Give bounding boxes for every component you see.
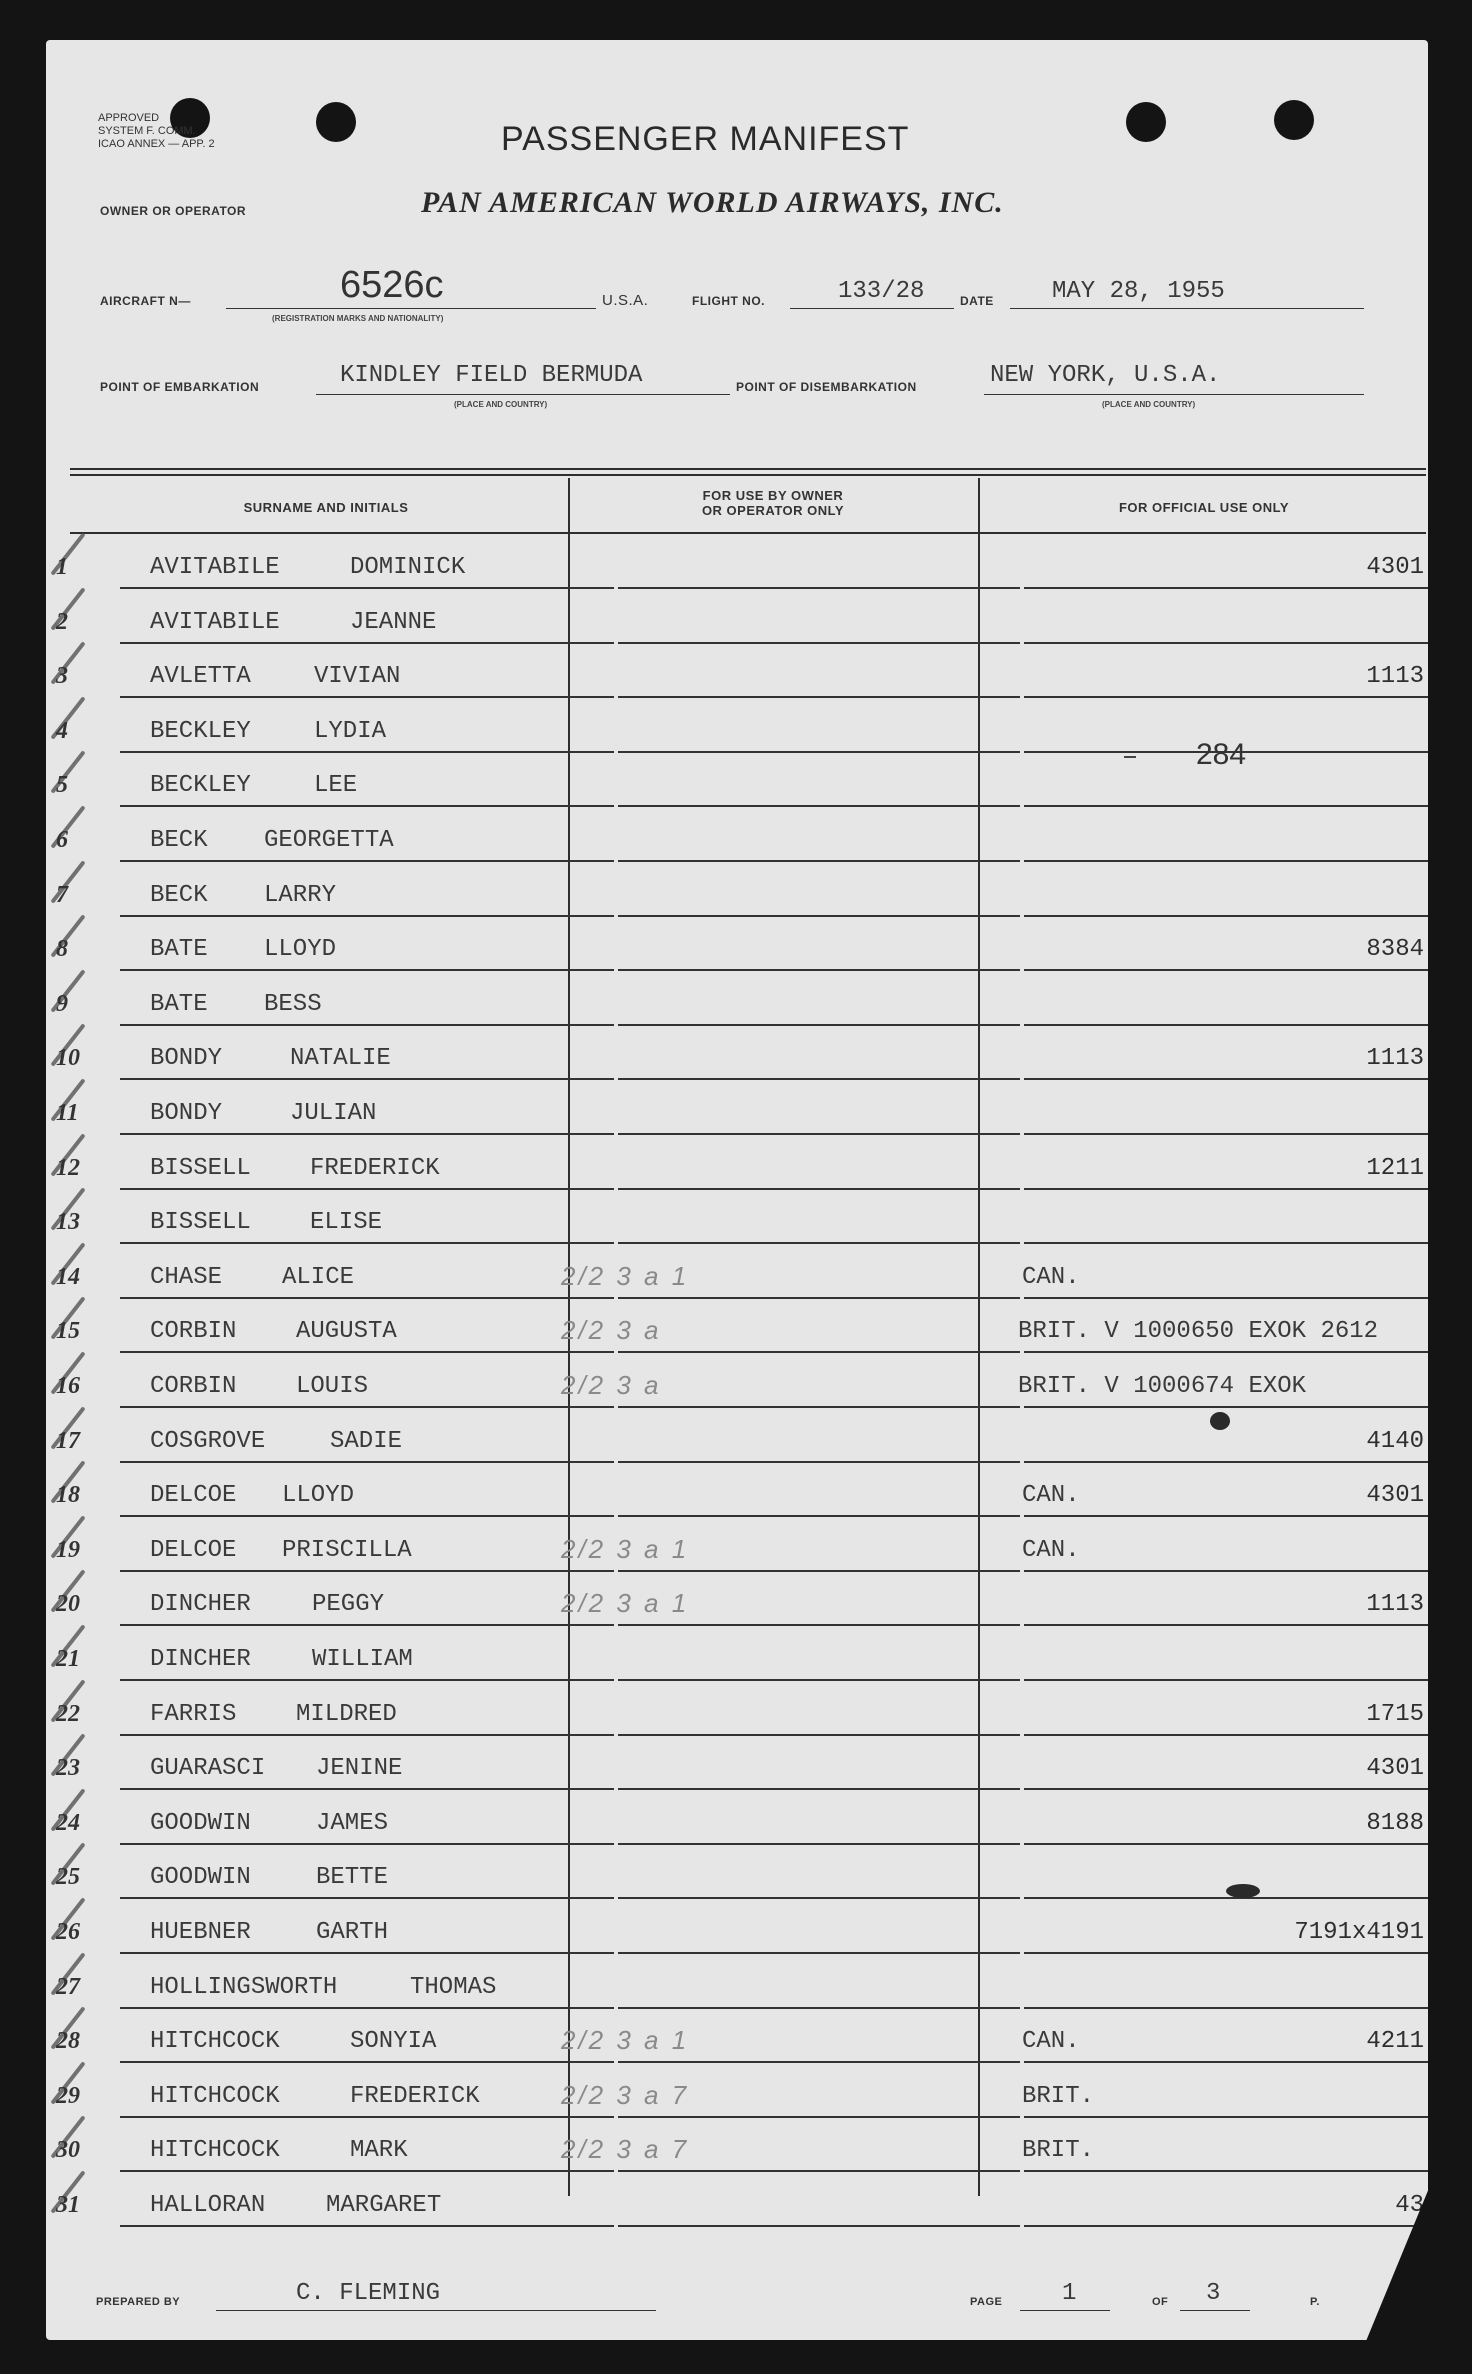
passenger-surname: HUEBNER bbox=[150, 1919, 251, 1946]
passenger-given-name: PEGGY bbox=[312, 1591, 385, 1619]
passenger-given-name: AUGUSTA bbox=[296, 1318, 397, 1346]
embarkation-label: POINT OF EMBARKATION bbox=[100, 380, 260, 394]
embarkation-underline bbox=[316, 394, 730, 395]
passenger-surname: DELCOE bbox=[150, 1536, 237, 1564]
row-number: 26 bbox=[56, 1919, 80, 1945]
owner-use-note: 2/2 3 a 7 bbox=[561, 2134, 690, 2165]
operator-name: PAN AMERICAN WORLD AIRWAYS, INC. bbox=[421, 186, 1004, 219]
aircraft-value: 6526c bbox=[340, 264, 444, 306]
row-number: 10 bbox=[56, 1045, 80, 1072]
passenger-given-name: SADIE bbox=[330, 1427, 403, 1455]
table-row bbox=[46, 1735, 1428, 1790]
passenger-surname: BISSELL bbox=[150, 1154, 251, 1182]
official-use-entry: BRIT. V 1000674 EXOK bbox=[1018, 1373, 1307, 1400]
page-value: 1 bbox=[1062, 2280, 1077, 2307]
official-use-entry: CAN. bbox=[1022, 2028, 1080, 2056]
passenger-given-name: JEANNE bbox=[350, 608, 437, 636]
owner-use-note: 2/2 3 a 7 bbox=[561, 2079, 690, 2110]
row-number: 4 bbox=[56, 717, 68, 744]
table-row bbox=[46, 1571, 1428, 1626]
table-row bbox=[46, 807, 1428, 862]
passenger-surname: BECK bbox=[150, 881, 208, 909]
embarkation-value: KINDLEY FIELD BERMUDA bbox=[340, 362, 643, 389]
punch-hole-icon bbox=[316, 102, 356, 142]
flight-label: FLIGHT NO. bbox=[692, 294, 765, 308]
passenger-surname: DINCHER bbox=[150, 1646, 251, 1673]
owner-use-note: 2/2 3 a 1 bbox=[561, 1533, 690, 1564]
passenger-surname: BATE bbox=[150, 990, 208, 1018]
ink-smudge bbox=[1226, 1884, 1260, 1898]
passenger-surname: CHASE bbox=[150, 1263, 223, 1291]
table-row bbox=[46, 1844, 1428, 1899]
table-top-rule bbox=[70, 474, 1426, 476]
row-number: 11 bbox=[56, 1100, 79, 1126]
official-use-entry: CAN. bbox=[1022, 1536, 1080, 1564]
passenger-given-name: LLOYD bbox=[282, 1482, 355, 1510]
passenger-given-name: ALICE bbox=[282, 1263, 355, 1291]
table-row bbox=[46, 1298, 1428, 1353]
passenger-given-name: MILDRED bbox=[296, 1700, 397, 1728]
column-header-owner-use bbox=[572, 488, 974, 518]
row-number: 20 bbox=[56, 1591, 80, 1618]
passenger-surname: BECKLEY bbox=[150, 717, 251, 745]
official-code: 4301 bbox=[1366, 1755, 1424, 1783]
column-header-official: FOR OFFICIAL USE ONLY bbox=[1118, 500, 1290, 515]
page-underline bbox=[1020, 2310, 1110, 2311]
table-row bbox=[46, 2008, 1428, 2063]
passenger-surname: GOODWIN bbox=[150, 1864, 251, 1892]
table-row bbox=[46, 1135, 1428, 1190]
disembarkation-sublabel: (PLACE AND COUNTRY) bbox=[1102, 400, 1196, 409]
passenger-given-name: FREDERICK bbox=[310, 1154, 440, 1182]
passenger-surname: BECKLEY bbox=[150, 772, 251, 800]
row-number: 25 bbox=[56, 1864, 80, 1891]
date-label: DATE bbox=[960, 294, 994, 308]
date-underline bbox=[1010, 308, 1364, 309]
passenger-given-name: VIVIAN bbox=[314, 663, 401, 691]
aircraft-underline bbox=[226, 308, 596, 309]
row-rule bbox=[120, 2225, 614, 2227]
official-code: 1113 bbox=[1366, 1591, 1424, 1619]
manifest-sheet bbox=[46, 40, 1428, 2340]
passenger-given-name: PRISCILLA bbox=[282, 1536, 412, 1564]
row-number: 30 bbox=[56, 2137, 80, 2164]
approval-line: APPROVED bbox=[98, 112, 160, 124]
passenger-given-name: SONYIA bbox=[350, 2028, 437, 2056]
official-code: 7191x4191 bbox=[1294, 1919, 1424, 1946]
passenger-given-name: BESS bbox=[264, 990, 322, 1018]
flight-value: 133/28 bbox=[838, 278, 925, 305]
folded-corner bbox=[1364, 2176, 1434, 2346]
row-number: 18 bbox=[56, 1482, 80, 1509]
official-code: 8188 bbox=[1366, 1809, 1424, 1837]
row-number: 29 bbox=[56, 2082, 80, 2109]
passenger-given-name: FREDERICK bbox=[350, 2082, 480, 2110]
passenger-surname: BONDY bbox=[150, 1100, 223, 1127]
passenger-surname: GOODWIN bbox=[150, 1809, 251, 1837]
table-row bbox=[46, 1353, 1428, 1408]
passenger-given-name: LEE bbox=[314, 772, 358, 800]
ink-smudge bbox=[1210, 1412, 1230, 1430]
owner-use-note: 2/2 3 a bbox=[561, 1315, 662, 1346]
row-number: 27 bbox=[56, 1973, 80, 2000]
official-code: 4301 bbox=[1366, 1482, 1424, 1510]
aircraft-suffix: U.S.A. bbox=[602, 292, 649, 309]
approval-line: ICAO ANNEX — APP. 2 bbox=[98, 138, 215, 150]
table-row bbox=[46, 971, 1428, 1026]
disembarkation-label: POINT OF DISEMBARKATION bbox=[736, 380, 917, 394]
flight-underline bbox=[790, 308, 954, 309]
passenger-given-name: WILLIAM bbox=[312, 1646, 413, 1673]
passenger-given-name: JENINE bbox=[316, 1755, 403, 1783]
passenger-surname: BATE bbox=[150, 936, 208, 964]
column-header-line: OR OPERATOR ONLY bbox=[701, 503, 845, 518]
table-row bbox=[46, 1025, 1428, 1080]
official-use-entry: CAN. bbox=[1022, 1263, 1080, 1291]
official-code: 1113 bbox=[1366, 663, 1424, 691]
table-row bbox=[46, 1790, 1428, 1845]
owner-use-note: 2/2 3 a 1 bbox=[561, 1588, 690, 1619]
column-header-surname: SURNAME AND INITIALS bbox=[243, 500, 409, 515]
column-header-line: FOR USE BY OWNER bbox=[702, 488, 844, 503]
table-row bbox=[46, 862, 1428, 917]
row-number: 21 bbox=[56, 1646, 80, 1672]
owner-use-note: 2/2 3 a bbox=[561, 1370, 662, 1400]
punch-hole-icon bbox=[1126, 102, 1166, 142]
passenger-given-name: THOMAS bbox=[410, 1973, 497, 2001]
row-number: 24 bbox=[56, 1809, 80, 1836]
table-row bbox=[46, 916, 1428, 971]
table-row bbox=[46, 589, 1428, 644]
table-row bbox=[46, 1899, 1428, 1954]
passenger-given-name: NATALIE bbox=[290, 1045, 391, 1073]
table-row bbox=[46, 1244, 1428, 1299]
passenger-given-name: ELISE bbox=[310, 1209, 383, 1237]
passenger-surname: BONDY bbox=[150, 1045, 223, 1073]
row-number: 31 bbox=[56, 2192, 80, 2218]
row-number: 16 bbox=[56, 1373, 80, 1399]
table-row bbox=[46, 2172, 1428, 2227]
official-code: 43 bbox=[1395, 2192, 1424, 2219]
passenger-given-name: JAMES bbox=[316, 1809, 389, 1837]
official-code: 4211 bbox=[1366, 2028, 1424, 2056]
official-code: 8384 bbox=[1366, 936, 1424, 964]
passenger-surname: HITCHCOCK bbox=[150, 2082, 280, 2110]
table-row bbox=[46, 1517, 1428, 1572]
official-use-entry: BRIT. V 1000650 EXOK 2612 bbox=[1018, 1318, 1379, 1346]
margin-note: 284 bbox=[1196, 738, 1247, 771]
row-number: 22 bbox=[56, 1700, 80, 1727]
of-value: 3 bbox=[1206, 2280, 1221, 2307]
passenger-surname: AVITABILE bbox=[150, 554, 280, 581]
passenger-surname: DINCHER bbox=[150, 1591, 251, 1619]
passenger-given-name: DOMINICK bbox=[350, 554, 466, 581]
official-code: 1715 bbox=[1366, 1700, 1424, 1728]
passenger-given-name: LARRY bbox=[264, 881, 337, 909]
dash-mark bbox=[1124, 756, 1136, 758]
passenger-surname: AVITABILE bbox=[150, 608, 280, 636]
prepared-label: PREPARED BY bbox=[96, 2296, 181, 2308]
table-row bbox=[46, 2117, 1428, 2172]
row-number: 28 bbox=[56, 2028, 80, 2055]
passenger-surname: GUARASCI bbox=[150, 1755, 266, 1783]
passenger-surname: HOLLINGSWORTH bbox=[150, 1973, 338, 2001]
row-number: 8 bbox=[56, 936, 68, 963]
official-use-entry: BRIT. bbox=[1022, 2082, 1095, 2110]
prepared-underline bbox=[216, 2310, 656, 2311]
owner-label: OWNER OR OPERATOR bbox=[100, 204, 247, 218]
owner-use-note: 2/2 3 a 1 bbox=[561, 1260, 690, 1291]
prepared-value: C. FLEMING bbox=[296, 2280, 441, 2307]
row-number: 12 bbox=[56, 1154, 80, 1181]
official-code: 1211 bbox=[1366, 1154, 1424, 1182]
passenger-surname: FARRIS bbox=[150, 1700, 237, 1728]
page-label: PAGE bbox=[970, 2296, 1003, 2308]
table-row bbox=[46, 1462, 1428, 1517]
aircraft-sublabel: (REGISTRATION MARKS AND NATIONALITY) bbox=[272, 314, 444, 323]
approval-line: SYSTEM F. COMM. bbox=[98, 125, 196, 137]
passenger-given-name: LOUIS bbox=[296, 1373, 369, 1400]
row-number: 6 bbox=[56, 827, 68, 853]
passenger-given-name: LYDIA bbox=[314, 717, 387, 745]
aircraft-label: AIRCRAFT N— bbox=[100, 294, 191, 308]
row-number: 17 bbox=[56, 1427, 80, 1454]
of-underline bbox=[1180, 2310, 1250, 2311]
row-number: 9 bbox=[56, 990, 68, 1017]
passenger-surname: COSGROVE bbox=[150, 1427, 266, 1455]
passenger-surname: DELCOE bbox=[150, 1482, 237, 1510]
row-number: 7 bbox=[56, 881, 68, 908]
passenger-surname: HALLORAN bbox=[150, 2192, 266, 2219]
passenger-given-name: GEORGETTA bbox=[264, 827, 394, 854]
row-number: 14 bbox=[56, 1263, 80, 1290]
table-row bbox=[46, 1954, 1428, 2009]
passenger-surname: CORBIN bbox=[150, 1318, 237, 1346]
row-number: 23 bbox=[56, 1755, 80, 1782]
passenger-given-name: LLOYD bbox=[264, 936, 337, 964]
table-row bbox=[46, 1626, 1428, 1681]
passenger-surname: AVLETTA bbox=[150, 663, 251, 691]
owner-use-note: 2/2 3 a 1 bbox=[561, 2025, 690, 2056]
of-label: OF bbox=[1152, 2296, 1169, 2308]
row-number: 5 bbox=[56, 772, 68, 799]
official-use-entry: BRIT. bbox=[1022, 2137, 1095, 2165]
approval-stamp bbox=[98, 112, 215, 151]
row-number: 13 bbox=[56, 1209, 80, 1236]
row-number: 19 bbox=[56, 1536, 80, 1563]
passenger-given-name: MARK bbox=[350, 2137, 408, 2165]
row-number: 15 bbox=[56, 1318, 80, 1345]
passenger-surname: HITCHCOCK bbox=[150, 2137, 280, 2165]
row-number: 2 bbox=[56, 608, 68, 635]
official-code: 4301 bbox=[1366, 554, 1424, 581]
disembarkation-underline bbox=[984, 394, 1364, 395]
table-row bbox=[46, 1681, 1428, 1736]
passenger-surname: CORBIN bbox=[150, 1373, 237, 1400]
row-number: 1 bbox=[56, 554, 68, 580]
passenger-surname: BISSELL bbox=[150, 1209, 251, 1237]
document-title: PASSENGER MANIFEST bbox=[501, 120, 910, 158]
row-number: 3 bbox=[56, 663, 68, 690]
punch-hole-icon bbox=[1274, 100, 1314, 140]
row-rule bbox=[618, 2225, 1020, 2227]
date-value: MAY 28, 1955 bbox=[1052, 278, 1225, 305]
passenger-given-name: BETTE bbox=[316, 1864, 389, 1892]
passenger-given-name: MARGARET bbox=[326, 2192, 442, 2219]
official-use-entry: CAN. bbox=[1022, 1482, 1080, 1510]
passenger-surname: HITCHCOCK bbox=[150, 2028, 280, 2056]
table-top-rule bbox=[70, 468, 1426, 470]
official-code: 4140 bbox=[1366, 1427, 1424, 1455]
embarkation-sublabel: (PLACE AND COUNTRY) bbox=[454, 400, 548, 409]
table-row bbox=[46, 1189, 1428, 1244]
table-row bbox=[46, 1080, 1428, 1135]
disembarkation-value: NEW YORK, U.S.A. bbox=[990, 362, 1221, 389]
trailing-label: P. bbox=[1310, 2296, 1320, 2308]
table-row bbox=[46, 2063, 1428, 2118]
passenger-given-name: GARTH bbox=[316, 1919, 389, 1946]
table-row bbox=[46, 643, 1428, 698]
official-code: 1113 bbox=[1366, 1045, 1424, 1073]
table-row bbox=[46, 534, 1428, 589]
passenger-surname: BECK bbox=[150, 827, 208, 854]
passenger-given-name: JULIAN bbox=[290, 1100, 377, 1127]
